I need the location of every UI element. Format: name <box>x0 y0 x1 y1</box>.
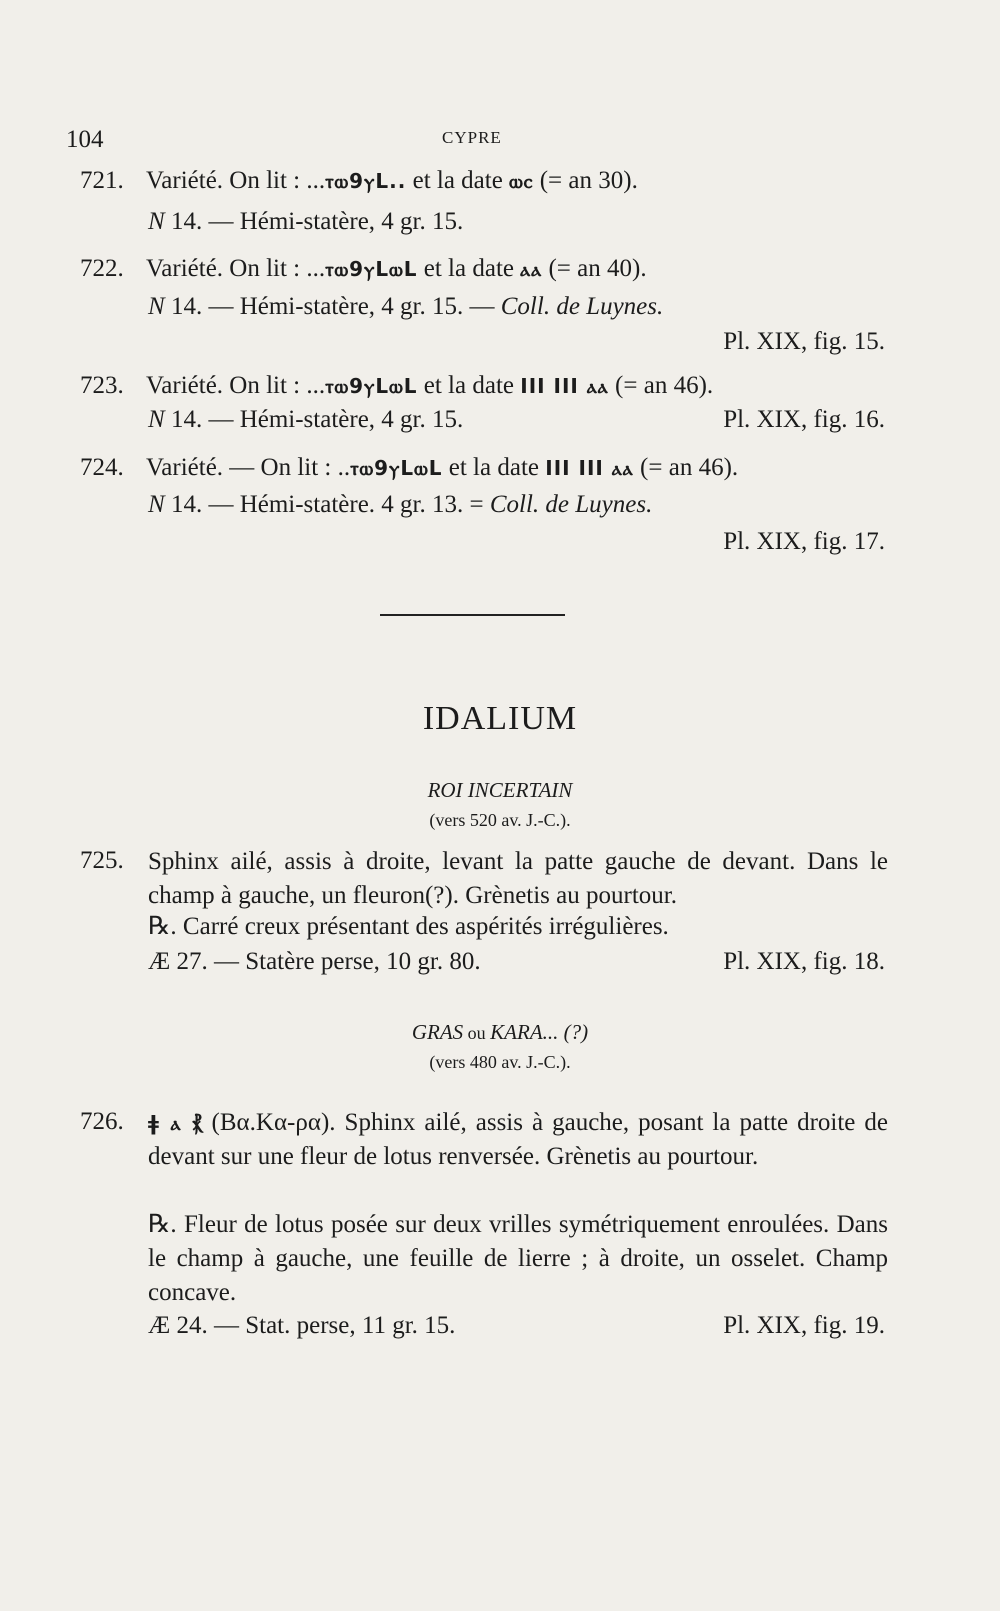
entry-text: 14. — Hémi-statère, 4 gr. 15. <box>164 406 464 433</box>
entry-text: (= an 30). <box>533 167 638 194</box>
entry-text: 14. — Hémi-statère, 4 gr. 15. <box>164 208 464 235</box>
collection: Coll. de Luynes. <box>500 293 664 320</box>
entry-724-line1 <box>80 452 738 484</box>
section-divider <box>380 614 565 616</box>
date-inscription: III III ⲁⲁ <box>545 456 634 480</box>
running-title: CYPRE <box>442 128 502 147</box>
king-date: (vers 520 av. J.-C.). <box>429 810 571 830</box>
entry-text: 14. — Hémi-statère. 4 gr. 13. = <box>164 491 490 518</box>
king-date: (vers 480 av. J.-C.). <box>429 1052 571 1072</box>
king-name-line <box>0 1020 1000 1045</box>
metal-symbol: Æ <box>148 1312 171 1339</box>
entry-721-line1 <box>80 165 638 197</box>
entry-text: et la date <box>442 454 546 481</box>
plate-ref: Pl. XIX, fig. 16. <box>723 406 885 433</box>
entry-text: et la date <box>417 255 521 282</box>
entry-text: Sphinx ailé, assis à gauche, posant la patte droite de devant sur une fleur de lotus renversée. Grènetis au pourtour. <box>148 1109 888 1170</box>
king-name-alt: KARA... (?) <box>490 1020 589 1044</box>
entry-number: 726. <box>80 1108 124 1135</box>
date-inscription: ⲁⲁ <box>520 257 543 281</box>
entry-text: Variété. On lit : ... <box>146 372 326 399</box>
reverse-symbol: ℞. <box>148 913 177 940</box>
plate-ref: Pl. XIX, fig. 17. <box>723 528 885 555</box>
entry-number: 722. <box>80 255 124 282</box>
entry-726-weight <box>148 1310 455 1342</box>
entry-721-line2 <box>148 206 463 238</box>
entry-text: (= an 46). <box>633 454 739 481</box>
plate-ref: Pl. XIX, fig. 19. <box>723 1312 885 1339</box>
entry-number: 725. <box>80 847 124 874</box>
entry-726-obverse <box>148 1106 888 1174</box>
entry-text: Fleur de lotus posée sur deux vrilles symétriquement enroulées. Dans le champ à gauche, une feuille de lierre ; à droite, un osselet. Champ concave. <box>148 1211 888 1306</box>
king-name: GRAS <box>411 1020 464 1044</box>
inscription: ⲧⲱ9ⲩL.. <box>325 169 407 193</box>
entry-text: (= an 46). <box>608 372 714 399</box>
metal-symbol: N <box>148 491 165 518</box>
entry-text: 27. — Statère perse, 10 gr. 80. <box>170 948 481 975</box>
metal-symbol: N <box>148 293 165 320</box>
entry-725-weight <box>148 946 481 978</box>
entry-text: et la date <box>417 372 521 399</box>
king-name: ROI INCERTAIN <box>427 778 573 802</box>
legend-inscription: ǂ ⲁ ⳩ <box>148 1111 203 1135</box>
entry-722-line2 <box>148 291 663 323</box>
inscription: ⲧⲱ9ⲩLⲱL <box>350 456 443 480</box>
section-title: IDALIUM <box>422 700 578 737</box>
entry-726-reverse <box>148 1208 888 1310</box>
entry-722-line1 <box>80 253 647 285</box>
metal-symbol: Æ <box>148 948 171 975</box>
entry-text: et la date <box>406 167 510 194</box>
entry-text: Carré creux présentant des aspérités irrégulières. <box>176 913 669 940</box>
entry-723-line1 <box>80 370 713 402</box>
entry-text: Variété. On lit : ... <box>146 167 326 194</box>
entry-text: (= an 40). <box>542 255 647 282</box>
entry-number: 721. <box>80 167 124 194</box>
metal-symbol: N <box>148 406 165 433</box>
date-inscription: ⲱⲥ <box>509 169 534 193</box>
entry-number: 724. <box>80 454 124 481</box>
entry-number: 723. <box>80 372 124 399</box>
collection: Coll. de Luynes. <box>489 491 653 518</box>
inscription: ⲧⲱ9ⲩLⲱL <box>325 374 418 398</box>
entry-724-line2 <box>148 489 652 521</box>
entry-text: Variété. — On lit : .. <box>146 454 351 481</box>
king-name-or: ou <box>463 1023 491 1043</box>
inscription: ⲧⲱ9ⲩLⲱL <box>325 257 418 281</box>
reverse-symbol: ℞. <box>148 1211 177 1238</box>
date-inscription: III III ⲁⲁ <box>520 374 609 398</box>
entry-723-line2 <box>148 404 463 436</box>
entry-725-reverse <box>148 911 669 943</box>
legend-greek: (Bα.Kα-ρα). <box>202 1109 336 1136</box>
plate-ref: Pl. XIX, fig. 15. <box>723 328 885 355</box>
page-number: 104 <box>66 126 104 153</box>
plate-ref: Pl. XIX, fig. 18. <box>723 948 885 975</box>
entry-725-obverse: Sphinx ailé, assis à droite, levant la patte gauche de devant. Dans le champ à gauche, un fleuron(?). Grènetis au pourtour. <box>148 848 888 909</box>
entry-text: Variété. On lit : ... <box>146 255 326 282</box>
entry-text: 14. — Hémi-statère, 4 gr. 15. — <box>164 293 501 320</box>
metal-symbol: N <box>148 208 165 235</box>
entry-text: 24. — Stat. perse, 11 gr. 15. <box>170 1312 456 1339</box>
